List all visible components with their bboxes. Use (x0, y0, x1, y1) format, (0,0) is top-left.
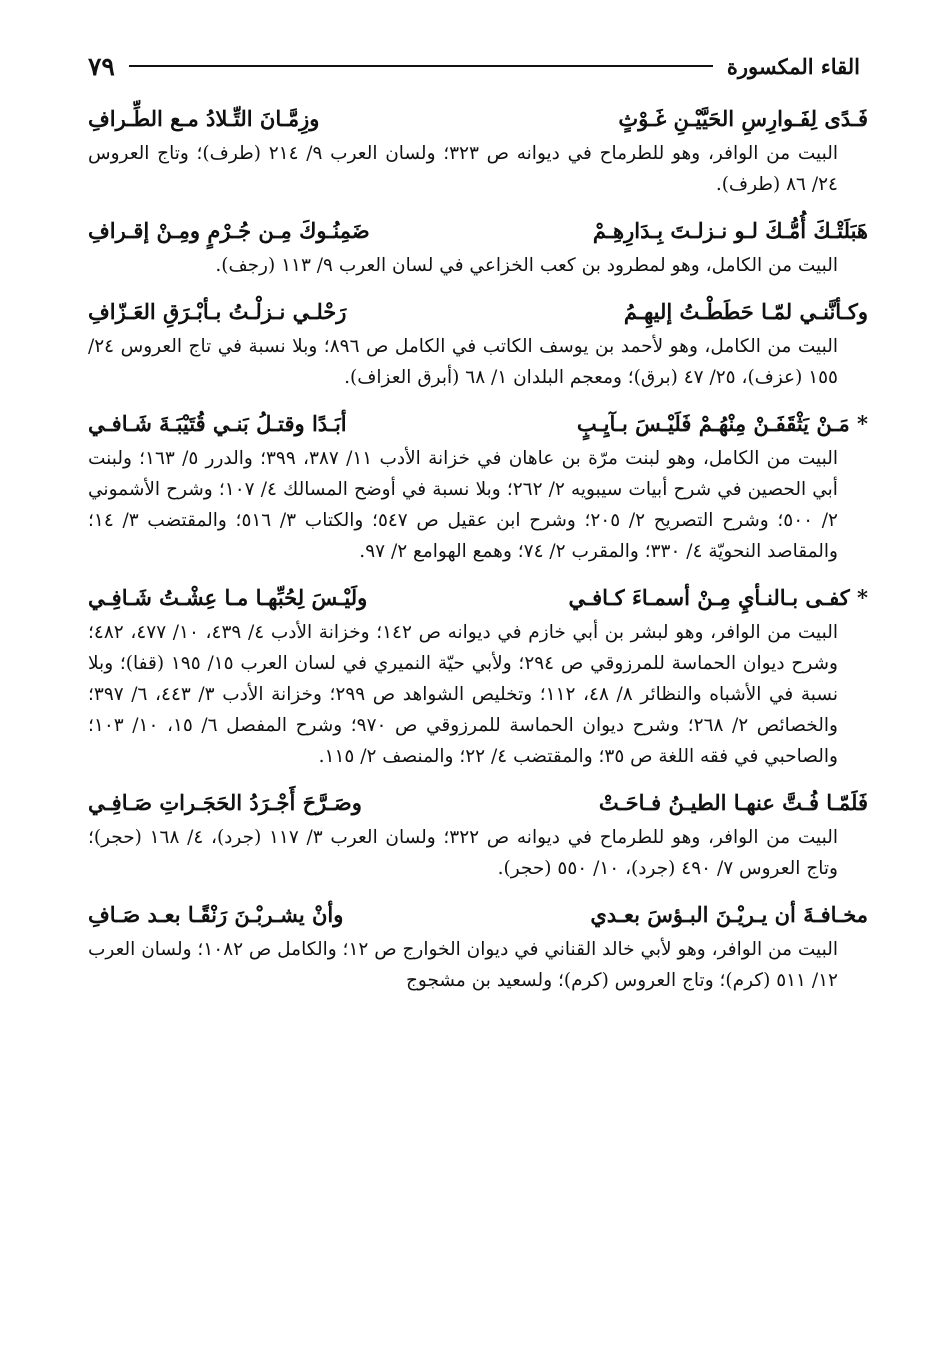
verse-source-note: البيت من الكامل، وهو لمطرود بن كعب الخزاعي في لسان العرب ٩/ ١١٣ (رجف). (215, 255, 838, 276)
page-content (88, 100, 868, 996)
verse-hemistich-first: مخـافـةَ أن يـريْـنَ البـؤسَ بعـدي (590, 902, 868, 927)
verse-source-note: البيت من الوافر، وهو لبشر بن أبي خازم في ديوانه ص ١٤٢؛ وخزانة الأدب ٤/ ٤٣٩، ١٠/ ٤٧٧، ٤٨٢؛ وشرح ديوان الحماسة للمرزوقي ص ٢٩٤؛ ولأبي حيّة النميري في لسان العرب ١٥/ ١٩٥ (قفا)؛ وبلا نسبة في الأشباه والنظائر ٨/ ٤٨، ١١٢؛ وتخليص الشواهد ص ٢٩٩؛ وخزانة الأدب ٣/ ٤٤٣، ٦/ ٣٩٧؛ والخصائص ٢/ ٢٦٨؛ وشرح ديوان الحماسة للمرزوقي ص ٩٧٠؛ وشرح المفصل ٦/ ١٥، ١٠/ ١٠٣؛ والصاحبي في فقه اللغة ص ٣٥؛ والمقتضب ٤/ ٢٢؛ والمنصف ٢/ ١١٥. (88, 622, 838, 767)
verse-source-note: البيت من الكامل، وهو لبنت مرّة بن عاهان في خزانة الأدب ١١/ ٣٨٧، ٣٩٩؛ والدرر ٥/ ١٦٣؛ ولبنت أبي الحصين في شرح أبيات سيبويه ٢/ ٢٦٢؛ وبلا نسبة في أوضح المسالك ٤/ ١٠٧؛ وشرح الأشموني ٢/ ٥٠٠؛ وشرح التصريح ٢/ ٢٠٥؛ وشرح ابن عقيل ص ٥٤٧؛ والكتاب ٣/ ٥١٦؛ والمقتضب ٣/ ١٤؛ والمقاصد النحويّة ٤/ ٣٣٠؛ والمقرب ٢/ ٧٤؛ وهمع الهوامع ٢/ ٩٧. (88, 448, 838, 562)
header-rule (129, 65, 713, 67)
verse-source-note: البيت من الوافر، وهو للطرماح في ديوانه ص ٣٢٣؛ ولسان العرب ٩/ ٢١٤ (طرف)؛ وتاج العروس ٢٤/ ٨٦ (طرف). (88, 143, 838, 195)
verse-line (88, 784, 868, 822)
verse-hemistich-second: ولَيْـسَ لِحُبِّهـا مـا عِشْـتُ شَـافِـي (88, 585, 368, 610)
verse-hemistich-first: * كفـى بـالنـأيِ مِـنْ أسمـاءَ كـافـي (568, 585, 868, 610)
verse-line (88, 405, 868, 443)
verse-hemistich-first: فَـدًى لِفَـوارِسِ الحَيَّيْـنِ غَـوْثٍ (618, 106, 868, 131)
verse-hemistich-second: وزِمَّـانَ التِّـلادُ مـع الطِّـرافِ (88, 106, 320, 131)
verse-source-note: البيت من الوافر، وهو لأبي خالد القناني في ديوان الخوارج ص ١٢؛ والكامل ص ١٠٨٢؛ ولسان العرب ١٢/ ٥١١ (كرم)؛ وتاج العروس (كرم)؛ ولسعيد بن مشجوج (88, 939, 838, 991)
verse-source-note: البيت من الكامل، وهو لأحمد بن يوسف الكاتب في الكامل ص ٨٩٦؛ وبلا نسبة في تاج العروس ٢٤/ ١٥٥ (عزف)، ٢٥/ ٤٧ (برق)؛ ومعجم البلدان ١/ ٦٨ (أبرق العزاف). (88, 336, 838, 388)
verse-line (88, 293, 868, 331)
verse-hemistich-first: وكـأنَّنـي لمّـا حَطَطْـتُ إليهِـمُ (623, 299, 868, 324)
verse-hemistich-first: هَبَلَتْـكَ أُمُّـكَ لـو نـزلـتَ بِـدَارِهِـمْ (592, 218, 868, 243)
verse-hemistich-first: فَلَمّـا فُـتَّ عنهـا الطيـنُ فـاحَـتْ (598, 790, 868, 815)
running-header (88, 48, 860, 84)
section-title: القاء المكسورة (726, 53, 860, 79)
verse-source-note: البيت من الوافر، وهو للطرماح في ديوانه ص ٣٢٢؛ ولسان العرب ٣/ ١١٧ (جرد)، ٤/ ١٦٨ (حجر)؛ وتاج العروس ٧/ ٤٩٠ (جرد)، ١٠/ ٥٥٠ (حجر). (88, 827, 838, 879)
verse-hemistich-second: أبَـدًا وقتـلُ بَنـي قُتَيْبَـةَ شَـافـي (88, 411, 347, 436)
verse-hemistich-second: وأنْ يشـربْـنَ رَنْقًـا بعـد صَـافِ (88, 902, 344, 927)
verse-hemistich-first: * مَـنْ يَثْقَفَـنْ مِنْهُـمْ فَلَيْـسَ بـآيِـبٍ (576, 411, 868, 436)
verse-hemistich-second: وصَـرَّحَ أَجْـرَدُ الحَجَـراتِ صَـافِـي (88, 790, 362, 815)
verse-hemistich-second: رَحْلـي نـزلْـتُ بـأبْـرَقِ العَـزّافِ (88, 299, 347, 324)
verse-line (88, 100, 868, 138)
verse-hemistich-second: ضَمِنُـوكَ مِـن جُـرْمٍ ومِـنْ إقـرافِ (88, 218, 370, 243)
page-number: ٧٩ (88, 51, 115, 81)
verse-line (88, 212, 868, 250)
verse-line (88, 579, 868, 617)
verse-line (88, 896, 868, 934)
